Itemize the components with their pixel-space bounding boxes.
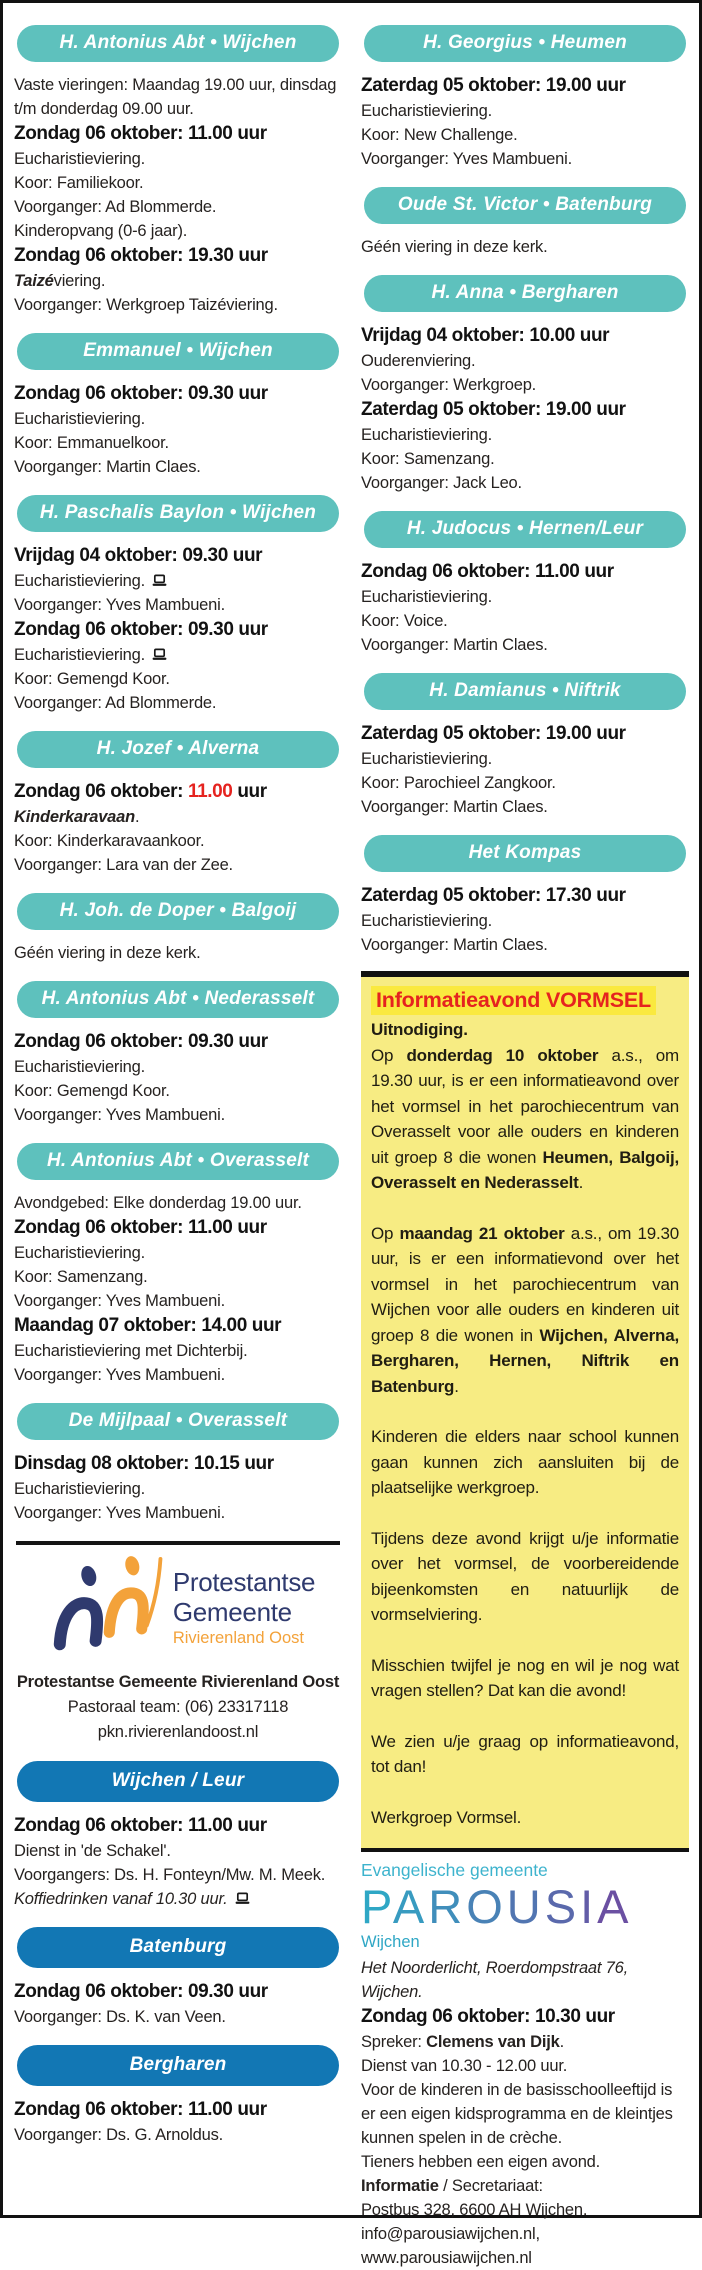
pgro-brand-line: Gemeente xyxy=(172,1596,292,1627)
section-header-h-antonius-abt-wijchen xyxy=(17,25,339,62)
text-segment: Zondag 06 oktober: 09.30 uur xyxy=(14,1031,268,1052)
text-segment: Voorganger: Lara van der Zee. xyxy=(14,856,233,874)
divider-rule xyxy=(16,1541,340,1545)
text-segment: Voorganger: Martin Claes. xyxy=(14,458,201,476)
text-line xyxy=(14,1313,342,1339)
text-segment: Koor: Voice. xyxy=(361,612,448,630)
text-line xyxy=(14,1887,342,1911)
notice-title: Informatieavond VORMSEL xyxy=(371,986,656,1015)
parousia-logo-letter: U xyxy=(506,1880,545,1933)
text-line xyxy=(361,2078,689,2150)
section-header-h-anna-bergharen xyxy=(364,275,686,312)
section-h-antonius-abt-nederasselt xyxy=(14,981,342,1127)
section-header-de-mijlpaal-overasselt xyxy=(17,1403,339,1440)
text-segment: Taizé xyxy=(14,272,54,290)
text-segment: Koor: Kinderkaravaankoor. xyxy=(14,832,205,850)
text-segment: Kinderen die elders naar school kunnen gaan kunnen zich aansluiten bij de plaatselijke werkgroep. xyxy=(371,1427,679,1497)
pgro-brand-line: Protestantse xyxy=(172,1566,316,1597)
text-segment: Eucharistieviering. xyxy=(361,750,493,768)
section-batenburg xyxy=(14,1927,342,2029)
parousia-sub-label: Wijchen xyxy=(361,1933,420,1951)
text-line xyxy=(14,2005,342,2029)
text-line xyxy=(14,455,342,479)
text-line xyxy=(14,1289,342,1313)
text-segment: info@parousiawijchen.nl, www.parousiawijchen.nl xyxy=(361,2225,540,2267)
text-segment: donderdag 10 oktober xyxy=(406,1045,599,1065)
section-h-anna-bergharen xyxy=(361,275,689,495)
text-line xyxy=(14,1029,342,1055)
text-segment: Voorganger: Ad Blommerde. xyxy=(14,694,217,712)
text-segment: Het Noorderlicht, Roerdompstraat 76, Wijchen. xyxy=(361,1959,629,2001)
text-segment: Zaterdag 05 oktober: 19.00 uur xyxy=(361,399,626,420)
text-segment: Tijdens deze avond krijgt u/je informatie over het vormsel, de voorbereidende bijeenkomsten en natuurlijk de vormselviering. xyxy=(371,1528,679,1624)
section-het-kompas xyxy=(361,835,689,957)
text-line xyxy=(14,147,342,171)
section-de-mijlpaal-overasselt xyxy=(14,1403,342,1525)
section-h-damianus-niftrik xyxy=(361,673,689,819)
right-column xyxy=(351,3,699,2267)
section-header-label: H. Joh. de Doper • Balgoij xyxy=(59,900,297,921)
text-segment: Vrijdag 04 oktober: 10.00 uur xyxy=(361,325,610,346)
text-line xyxy=(361,447,689,471)
text-segment: / Secretariaat: xyxy=(438,2177,543,2195)
protestantse-gemeente-block xyxy=(14,1551,342,1745)
text-line xyxy=(14,1339,342,1363)
section-bergharen xyxy=(14,2045,342,2147)
text-segment: Zaterdag 05 oktober: 17.30 uur xyxy=(361,885,626,906)
text-line xyxy=(14,293,342,317)
text-line xyxy=(361,2198,689,2222)
text-line xyxy=(14,1191,342,1215)
section-oude-st-victor-batenburg xyxy=(361,187,689,259)
text-line xyxy=(14,593,342,617)
text-segment: Clemens van Dijk xyxy=(426,2033,560,2051)
section-h-antonius-abt-wijchen xyxy=(14,25,342,317)
text-segment: Zondag 06 oktober: 11.00 uur xyxy=(14,123,267,144)
text-line xyxy=(14,617,342,643)
section-header-h-antonius-abt-overasselt xyxy=(17,1143,339,1180)
text-line xyxy=(361,235,689,259)
text-segment: Zondag 06 oktober: 19.30 uur xyxy=(14,245,268,266)
notice-paragraph xyxy=(371,1729,679,1780)
section-header-label: Emmanuel • Wijchen xyxy=(83,340,273,361)
section-header-h-judocus-hernen-leur xyxy=(364,511,686,548)
section-header-label: Wijchen / Leur xyxy=(111,1770,245,1791)
text-segment: . xyxy=(578,1173,584,1192)
text-segment: Voorganger: Werkgroep Taizéviering. xyxy=(14,296,278,314)
section-header-het-kompas xyxy=(364,835,686,872)
section-header-label: H. Antonius Abt • Nederasselt xyxy=(41,988,315,1009)
text-segment: Voorgangers: Ds. H. Fonteyn/Mw. M. Meek. xyxy=(14,1866,326,1884)
text-line xyxy=(14,219,342,243)
text-line xyxy=(361,559,689,585)
text-segment: Eucharistieviering met Dichterbij. xyxy=(14,1342,248,1360)
text-line xyxy=(14,853,342,877)
section-emmanuel-wijchen xyxy=(14,333,342,479)
text-segment: Vrijdag 04 oktober: 09.30 uur xyxy=(14,545,263,566)
text-segment: Zondag 06 oktober: 09.30 uur xyxy=(14,1981,268,2002)
text-segment: 11.00 xyxy=(187,781,233,802)
text-line xyxy=(14,1979,342,2005)
section-header-label: Oude St. Victor • Batenburg xyxy=(397,194,653,215)
text-line xyxy=(14,2097,342,2123)
text-line xyxy=(361,909,689,933)
text-line xyxy=(14,543,342,569)
text-line xyxy=(14,73,342,121)
text-segment: Dienst in 'de Schakel'. xyxy=(14,1842,171,1860)
text-segment: Voorganger: Yves Mambueni. xyxy=(14,1504,225,1522)
section-header-batenburg xyxy=(17,1927,339,1968)
text-line xyxy=(361,2030,689,2054)
text-segment: Zaterdag 05 oktober: 19.00 uur xyxy=(361,723,626,744)
text-line xyxy=(361,323,689,349)
pgro-contact-line: pkn.rivierenlandoost.nl xyxy=(97,1723,259,1741)
livestream-icon xyxy=(152,643,167,667)
parousia-tagline: Evangelische gemeente xyxy=(361,1860,548,1880)
text-line xyxy=(14,243,342,269)
section-header-label: H. Judocus • Hernen/Leur xyxy=(406,518,644,539)
text-segment: . xyxy=(454,1376,459,1396)
text-line xyxy=(361,397,689,423)
section-header-label: De Mijlpaal • Overasselt xyxy=(68,1410,288,1431)
text-segment: Voorganger: Yves Mambueni. xyxy=(14,1106,225,1124)
vormsel-notice-box xyxy=(361,971,689,1852)
text-segment: Zondag 06 oktober: 11.00 uur xyxy=(14,1815,267,1836)
text-segment: Voorganger: Yves Mambueni. xyxy=(14,1292,225,1310)
text-segment: Zondag 06 oktober: 11.00 uur xyxy=(361,561,614,582)
text-segment: Op xyxy=(371,1045,407,1065)
text-segment: Koor: Samenzang. xyxy=(14,1268,148,1286)
text-segment: Dinsdag 08 oktober: 10.15 uur xyxy=(14,1453,274,1474)
text-segment: Géén viering in deze kerk. xyxy=(361,238,548,256)
text-line xyxy=(14,431,342,455)
notice-paragraph xyxy=(371,1221,679,1400)
text-segment: . xyxy=(559,2033,564,2051)
text-line xyxy=(14,1241,342,1265)
section-header-h-georgius-heumen xyxy=(364,25,686,62)
text-line xyxy=(361,933,689,957)
text-line xyxy=(361,795,689,819)
text-segment: Koor: Emmanuelkoor. xyxy=(14,434,169,452)
pgro-figures-icon xyxy=(41,1551,169,1664)
text-line xyxy=(14,1451,342,1477)
left-column xyxy=(3,3,351,2215)
parousia-logo-letter: S xyxy=(544,1880,581,1933)
parousia-block xyxy=(361,1858,689,2270)
pgro-contact-block xyxy=(14,1670,342,1745)
text-line xyxy=(14,569,342,593)
section-h-georgius-heumen xyxy=(361,25,689,171)
section-header-emmanuel-wijchen xyxy=(17,333,339,370)
livestream-icon xyxy=(235,1887,250,1911)
text-segment: Dienst van 10.30 - 12.00 uur. xyxy=(361,2057,568,2075)
text-segment: Eucharistieviering. xyxy=(14,1244,146,1262)
text-segment: Maandag 07 oktober: 14.00 uur xyxy=(14,1315,282,1336)
text-line xyxy=(361,2174,689,2198)
parousia-logo-letter: A xyxy=(392,1880,429,1933)
text-line xyxy=(361,771,689,795)
section-h-judocus-hernen-leur xyxy=(361,511,689,657)
section-h-jozef-alverna xyxy=(14,731,342,877)
parousia-logo-letter: A xyxy=(597,1880,633,1933)
text-line xyxy=(14,643,342,667)
section-header-h-antonius-abt-nederasselt xyxy=(17,981,339,1018)
text-segment: Postbus 328, 6600 AH Wijchen. xyxy=(361,2201,588,2219)
text-segment: a.s., om 19.30 uur, is er een informatieavond over het vormsel in het parochiecentrum van Overasselt voor alle ouders en kinderen uit groep 8 die wonen xyxy=(371,1045,680,1167)
text-line xyxy=(361,609,689,633)
text-line xyxy=(14,195,342,219)
text-segment: Voorganger: Yves Mambueni. xyxy=(361,150,572,168)
text-segment: viering. xyxy=(53,272,106,290)
text-segment: Voorganger: Yves Mambueni. xyxy=(14,596,225,614)
text-segment: Eucharistieviering. xyxy=(361,426,493,444)
text-line xyxy=(14,121,342,147)
text-line xyxy=(14,1863,342,1887)
text-segment: Koor: New Challenge. xyxy=(361,126,518,144)
text-segment: Tieners hebben een eigen avond. xyxy=(361,2153,601,2171)
text-line xyxy=(14,691,342,715)
section-h-joh-de-doper-balgoij xyxy=(14,893,342,965)
parousia-logo-letter: I xyxy=(580,1880,598,1933)
text-segment: Voorganger: Werkgroep. xyxy=(361,376,537,394)
text-segment: Zondag 06 oktober: 09.30 uur xyxy=(14,383,268,404)
parousia-logo-letter: O xyxy=(466,1880,507,1933)
section-header-oude-st-victor-batenburg xyxy=(364,187,686,224)
text-segment: Voorganger: Jack Leo. xyxy=(361,474,522,492)
section-header-label: H. Jozef • Alverna xyxy=(96,738,260,759)
section-header-label: H. Anna • Bergharen xyxy=(431,282,619,303)
text-line xyxy=(14,1215,342,1241)
text-segment: Zondag 06 oktober: 11.00 uur xyxy=(14,2099,267,2120)
text-line xyxy=(14,1501,342,1525)
section-wijchen-leur xyxy=(14,1761,342,1911)
text-segment: Koffiedrinken vanaf 10.30 uur. xyxy=(14,1890,228,1908)
text-segment: Eucharistieviering. xyxy=(361,912,493,930)
section-h-paschalis-baylon-wijchen xyxy=(14,495,342,715)
text-line xyxy=(361,373,689,397)
text-line xyxy=(361,423,689,447)
section-header-h-damianus-niftrik xyxy=(364,673,686,710)
section-header-h-joh-de-doper-balgoij xyxy=(17,893,339,930)
text-segment: uur xyxy=(232,781,267,802)
text-line xyxy=(361,73,689,99)
text-segment: Zondag 06 oktober: 09.30 uur xyxy=(14,619,268,640)
livestream-icon xyxy=(152,569,167,593)
text-segment: Eucharistieviering. xyxy=(14,150,146,168)
text-segment: Op xyxy=(371,1223,400,1243)
text-segment: Ouderenviering. xyxy=(361,352,476,370)
text-line xyxy=(14,1265,342,1289)
text-line xyxy=(361,471,689,495)
text-segment: Voorganger: Martin Claes. xyxy=(361,636,548,654)
pgro-brand-subline: Rivierenland Oost xyxy=(172,1628,304,1647)
text-segment: Zondag 06 oktober: xyxy=(14,781,188,802)
text-line xyxy=(14,1103,342,1127)
section-header-label: H. Georgius • Heumen xyxy=(423,32,627,53)
text-segment: Voorganger: Martin Claes. xyxy=(361,936,548,954)
section-header-label: Het Kompas xyxy=(468,842,582,863)
text-segment: Koor: Parochieel Zangkoor. xyxy=(361,774,556,792)
text-segment: Spreker: xyxy=(361,2033,427,2051)
text-segment: Voorganger: Ad Blommerde. xyxy=(14,198,217,216)
text-segment: Voorganger: Martin Claes. xyxy=(361,798,548,816)
section-header-wijchen-leur xyxy=(17,1761,339,1802)
text-segment: maandag 21 oktober xyxy=(399,1223,565,1243)
notice-paragraph xyxy=(371,1805,679,1831)
notice-title-row xyxy=(371,986,679,1015)
notice-paragraph xyxy=(371,1043,679,1196)
text-segment: Géén viering in deze kerk. xyxy=(14,944,201,962)
text-segment: Werkgroep Vormsel. xyxy=(371,1807,522,1827)
text-line xyxy=(361,2222,689,2270)
text-segment: Eucharistieviering. xyxy=(14,410,146,428)
text-segment: Uitnodiging. xyxy=(371,1020,468,1039)
text-line xyxy=(14,1477,342,1501)
text-line xyxy=(14,667,342,691)
section-header-label: H. Damianus • Niftrik xyxy=(429,680,621,701)
text-line xyxy=(361,99,689,123)
text-line xyxy=(361,2054,689,2078)
text-segment: Voor de kinderen in de basisschoolleeftijd is er een eigen kidsprogramma en de kleintjes kunnen spelen in de crèche. xyxy=(361,2081,673,2147)
parousia-logo-letter: R xyxy=(428,1880,467,1933)
section-header-h-paschalis-baylon-wijchen xyxy=(17,495,339,532)
text-line xyxy=(361,2150,689,2174)
text-line xyxy=(361,747,689,771)
text-line xyxy=(14,407,342,431)
section-header-h-jozef-alverna xyxy=(17,731,339,768)
text-line xyxy=(14,171,342,195)
text-segment: Zaterdag 05 oktober: 19.00 uur xyxy=(361,75,626,96)
text-line xyxy=(361,349,689,373)
text-segment: Vaste vieringen: Maandag 19.00 uur, dinsdag t/m donderdag 09.00 uur. xyxy=(14,76,337,118)
text-segment: Voorganger: Yves Mambueni. xyxy=(14,1366,225,1384)
text-segment: Avondgebed: Elke donderdag 19.00 uur. xyxy=(14,1194,302,1212)
section-header-label: H. Paschalis Baylon • Wijchen xyxy=(39,502,317,523)
notice-paragraph xyxy=(371,1653,679,1704)
parousia-logo-letter: P xyxy=(361,1880,393,1933)
text-segment: a.s., om 19.30 uur, is er een informatievond over het vormsel in het parochiecentrum van Wijchen voor alle ouders en kinderen uit groep 8 die wonen in xyxy=(371,1223,679,1345)
text-segment: Koor: Gemengd Koor. xyxy=(14,1082,170,1100)
text-line xyxy=(361,721,689,747)
text-line xyxy=(14,805,342,829)
text-segment: Zondag 06 oktober: 10.30 uur xyxy=(361,2006,615,2027)
text-line xyxy=(361,633,689,657)
pgro-contact-line: Pastoraal team: (06) 23317118 xyxy=(67,1698,289,1716)
notice-paragraph xyxy=(371,1424,679,1501)
text-line xyxy=(361,123,689,147)
text-segment: Eucharistieviering. xyxy=(14,646,146,664)
text-line xyxy=(14,381,342,407)
text-line xyxy=(361,883,689,909)
pgro-logo-row xyxy=(14,1551,342,1664)
text-segment: Eucharistieviering. xyxy=(14,1480,146,1498)
text-line xyxy=(14,1813,342,1839)
text-line xyxy=(361,147,689,171)
section-header-label: H. Antonius Abt • Wijchen xyxy=(59,32,297,53)
text-segment: Eucharistieviering. xyxy=(14,1058,146,1076)
text-segment: Voorganger: Ds. K. van Veen. xyxy=(14,2008,226,2026)
section-header-bergharen xyxy=(17,2045,339,2086)
text-line xyxy=(361,585,689,609)
text-segment: Kinderopvang (0-6 jaar). xyxy=(14,222,188,240)
text-segment: Eucharistieviering. xyxy=(361,588,493,606)
text-line xyxy=(14,941,342,965)
text-segment: Zondag 06 oktober: 11.00 uur xyxy=(14,1217,267,1238)
text-line xyxy=(14,829,342,853)
text-segment: Voorganger: Ds. G. Arnoldus. xyxy=(14,2126,224,2144)
text-segment: Eucharistieviering. xyxy=(14,572,146,590)
pgro-wordmark xyxy=(173,1567,315,1649)
section-header-label: Bergharen xyxy=(129,2054,227,2075)
text-line xyxy=(14,779,342,805)
notice-paragraph xyxy=(371,1526,679,1628)
text-segment: . xyxy=(135,808,140,826)
text-line xyxy=(14,1363,342,1387)
text-segment: Eucharistieviering. xyxy=(361,102,493,120)
text-segment: Koor: Gemengd Koor. xyxy=(14,670,170,688)
text-segment: Informatie xyxy=(361,2177,439,2195)
text-segment: Wijchen, Alverna, Bergharen, Hernen, Niftrik en Batenburg xyxy=(371,1325,679,1396)
text-segment: Koor: Samenzang. xyxy=(361,450,495,468)
text-line xyxy=(14,1839,342,1863)
text-line xyxy=(14,269,342,293)
notice-paragraph xyxy=(371,1017,679,1043)
text-line xyxy=(14,2123,342,2147)
section-h-antonius-abt-overasselt xyxy=(14,1143,342,1387)
text-segment: Misschien twijfel je nog en wil je nog wat vragen stellen? Dat kan die avond! xyxy=(371,1655,679,1700)
text-segment: Koor: Familiekoor. xyxy=(14,174,144,192)
text-segment: Kinderkaravaan xyxy=(14,808,136,826)
text-line xyxy=(14,1055,342,1079)
text-line xyxy=(361,2004,689,2030)
text-segment: We zien u/je graag op informatieavond, tot dan! xyxy=(371,1731,679,1776)
text-line xyxy=(14,1079,342,1103)
text-segment: Heumen, Balgoij, Overasselt en Nederasselt xyxy=(371,1147,679,1192)
pgro-contact-line: Protestantse Gemeente Rivierenland Oost xyxy=(16,1673,340,1691)
parousia-logo xyxy=(361,1882,689,1932)
text-line xyxy=(361,1956,689,2004)
section-header-label: Batenburg xyxy=(129,1936,227,1957)
section-header-label: H. Antonius Abt • Overasselt xyxy=(46,1150,310,1171)
